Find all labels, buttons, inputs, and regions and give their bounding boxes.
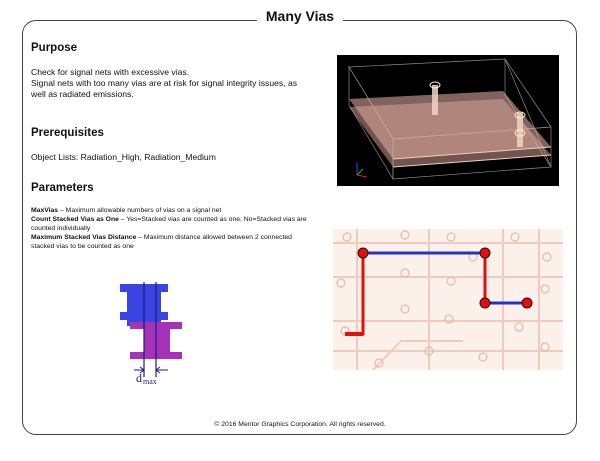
prerequisites-heading: Prerequisites	[31, 127, 104, 139]
purpose-text	[31, 67, 297, 99]
param-desc: – Maximum allowable numbers of vias on a signal net	[58, 207, 222, 214]
param-name: MaxVias	[31, 207, 59, 214]
copyright-footer: © 2016 Mentor Graphics Corporation. All rights reserved.	[214, 421, 386, 428]
purpose-line-3: well as radiated emissions.	[31, 88, 134, 99]
slide-title-wrap	[0, 8, 600, 26]
dimension-label: d	[136, 371, 142, 384]
param-max-stacked-distance	[31, 234, 316, 252]
purpose-heading: Purpose	[31, 42, 78, 54]
purpose-line-2: Signal nets with too many vias are at risk for signal integrity issues, as	[31, 77, 298, 88]
prerequisites-text: Object Lists: Radiation_High, Radiation_Medium	[31, 152, 216, 162]
parameters-list	[31, 207, 316, 252]
param-name: Count Stacked Vias as One	[31, 215, 119, 223]
via-3d-render-image	[337, 55, 559, 186]
parameters-heading: Parameters	[31, 182, 94, 194]
dimension-subscript: max	[143, 377, 157, 384]
stacked-via-diagram	[114, 282, 200, 384]
param-desc: – Maximum distance allowed between 2 connected stacked vias to be counted as one	[31, 233, 292, 250]
slide-title: Many Vias	[257, 8, 343, 24]
param-name: Maximum Stacked Vias Distance	[31, 233, 137, 241]
param-count-stacked	[31, 216, 316, 234]
via-3d-render-graphic	[337, 55, 559, 186]
pcb-routing-graphic	[333, 229, 563, 370]
param-desc: – Yes=Stacked vias are counted as one; No=Stacked vias are counted individually	[31, 215, 307, 232]
stacked-via-graphic	[114, 282, 200, 384]
param-maxvias	[31, 207, 316, 216]
purpose-line-1: Check for signal nets with excessive vias.	[31, 67, 190, 77]
pcb-routing-image	[333, 229, 563, 370]
